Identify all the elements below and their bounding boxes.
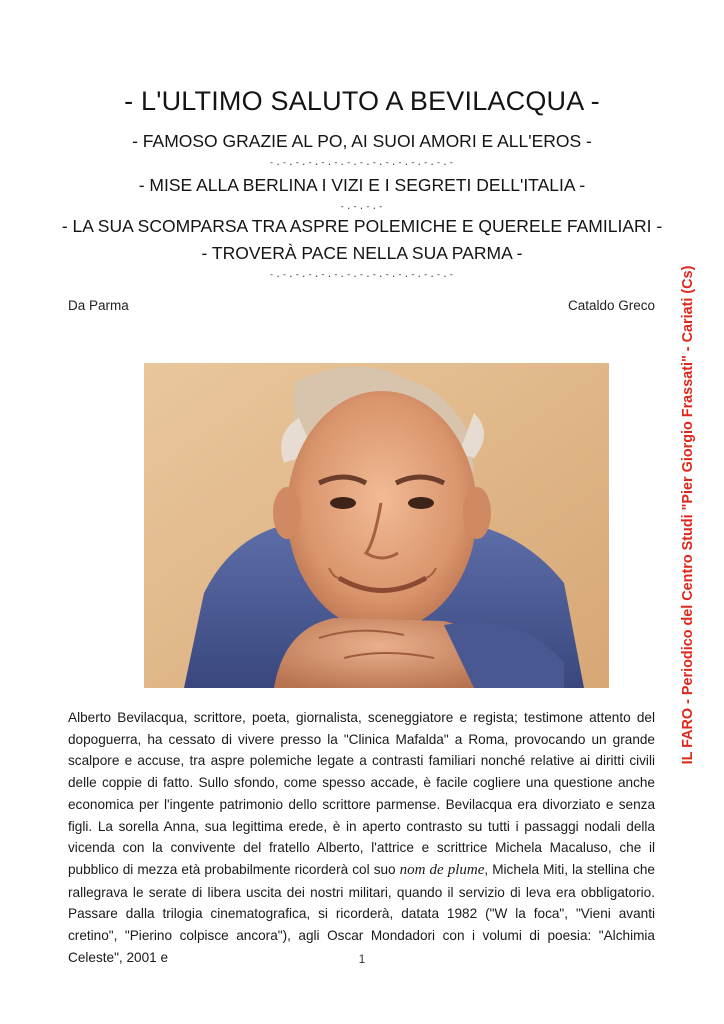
byline-author: Cataldo Greco — [567, 298, 655, 313]
separator-3: -.-.-.-.-.-.-.-.-.-.-.-.-.-.- — [268, 270, 456, 280]
byline-location: Da Parma — [68, 298, 129, 313]
article-text-part-2: , Michela Miti, la stellina che rallegrava le serate di libera uscita dei nostri militari, quando il servizio di leva era obbligatorio. Passare dalla trilogia cinematografica, si ricorderà, datata 1982 ("W la foca", "Vieni avanti cretino", "Pierino colpisce ancora"), agli Oscar Mondadori con i volumi di poesia: "Alchimia Celeste", 2001 e — [68, 861, 655, 965]
subtitle-4: - TROVERÀ PACE NELLA SUA PARMA - — [201, 243, 523, 263]
separator-2: -.-.-.- — [339, 202, 385, 212]
article-title: - L'ULTIMO SALUTO A BEVILACQUA - — [124, 86, 600, 116]
article-text-part-1: Alberto Bevilacqua, scrittore, poeta, giornalista, sceneggiatore e regista; testimone attento del dopoguerra, ha cessato di vivere presso la "Clinica Mafalda" a Roma, provocando un grande scalpore e accuse, tra aspre polemiche legate a contrasti familiari nonché relative ai diritti civili delle coppie di fatto. Sullo sfondo, come spesso accade, è facile cogliere una questione anche economica per l'ingente patrimonio dello scrittore parmense. Bevilacqua era divorziato e senza figli. La sorella Anna, sua legittima erede, è in aperto contrasto su tutti i passaggi nodali della vicenda con la convivente del fratello Alberto, l'attrice e scrittrice Michela Macaluso, che il pubblico di mezza età probabilmente ricorderà col suo — [68, 710, 655, 877]
subtitle-1: - FAMOSO GRAZIE AL PO, AI SUOI AMORI E ALL'EROS - — [132, 131, 592, 151]
article-body — [68, 707, 655, 968]
side-banner — [673, 265, 703, 765]
article-italic-phrase: nom de plume — [399, 861, 485, 878]
separator-1: -.-.-.-.-.-.-.-.-.-.-.-.-.-.- — [268, 158, 456, 168]
side-banner-text: IL FARO - Periodico del Centro Studi "Pier Giorgio Frassati" - Cariati (Cs) — [680, 265, 696, 765]
page-number: 1 — [358, 952, 366, 966]
subtitle-2: - MISE ALLA BERLINA I VIZI E I SEGRETI DELL'ITALIA - — [138, 175, 586, 195]
portrait-photo — [144, 363, 609, 688]
subtitle-3: - LA SUA SCOMPARSA TRA ASPRE POLEMICHE E QUERELE FAMILIARI - — [61, 216, 663, 236]
